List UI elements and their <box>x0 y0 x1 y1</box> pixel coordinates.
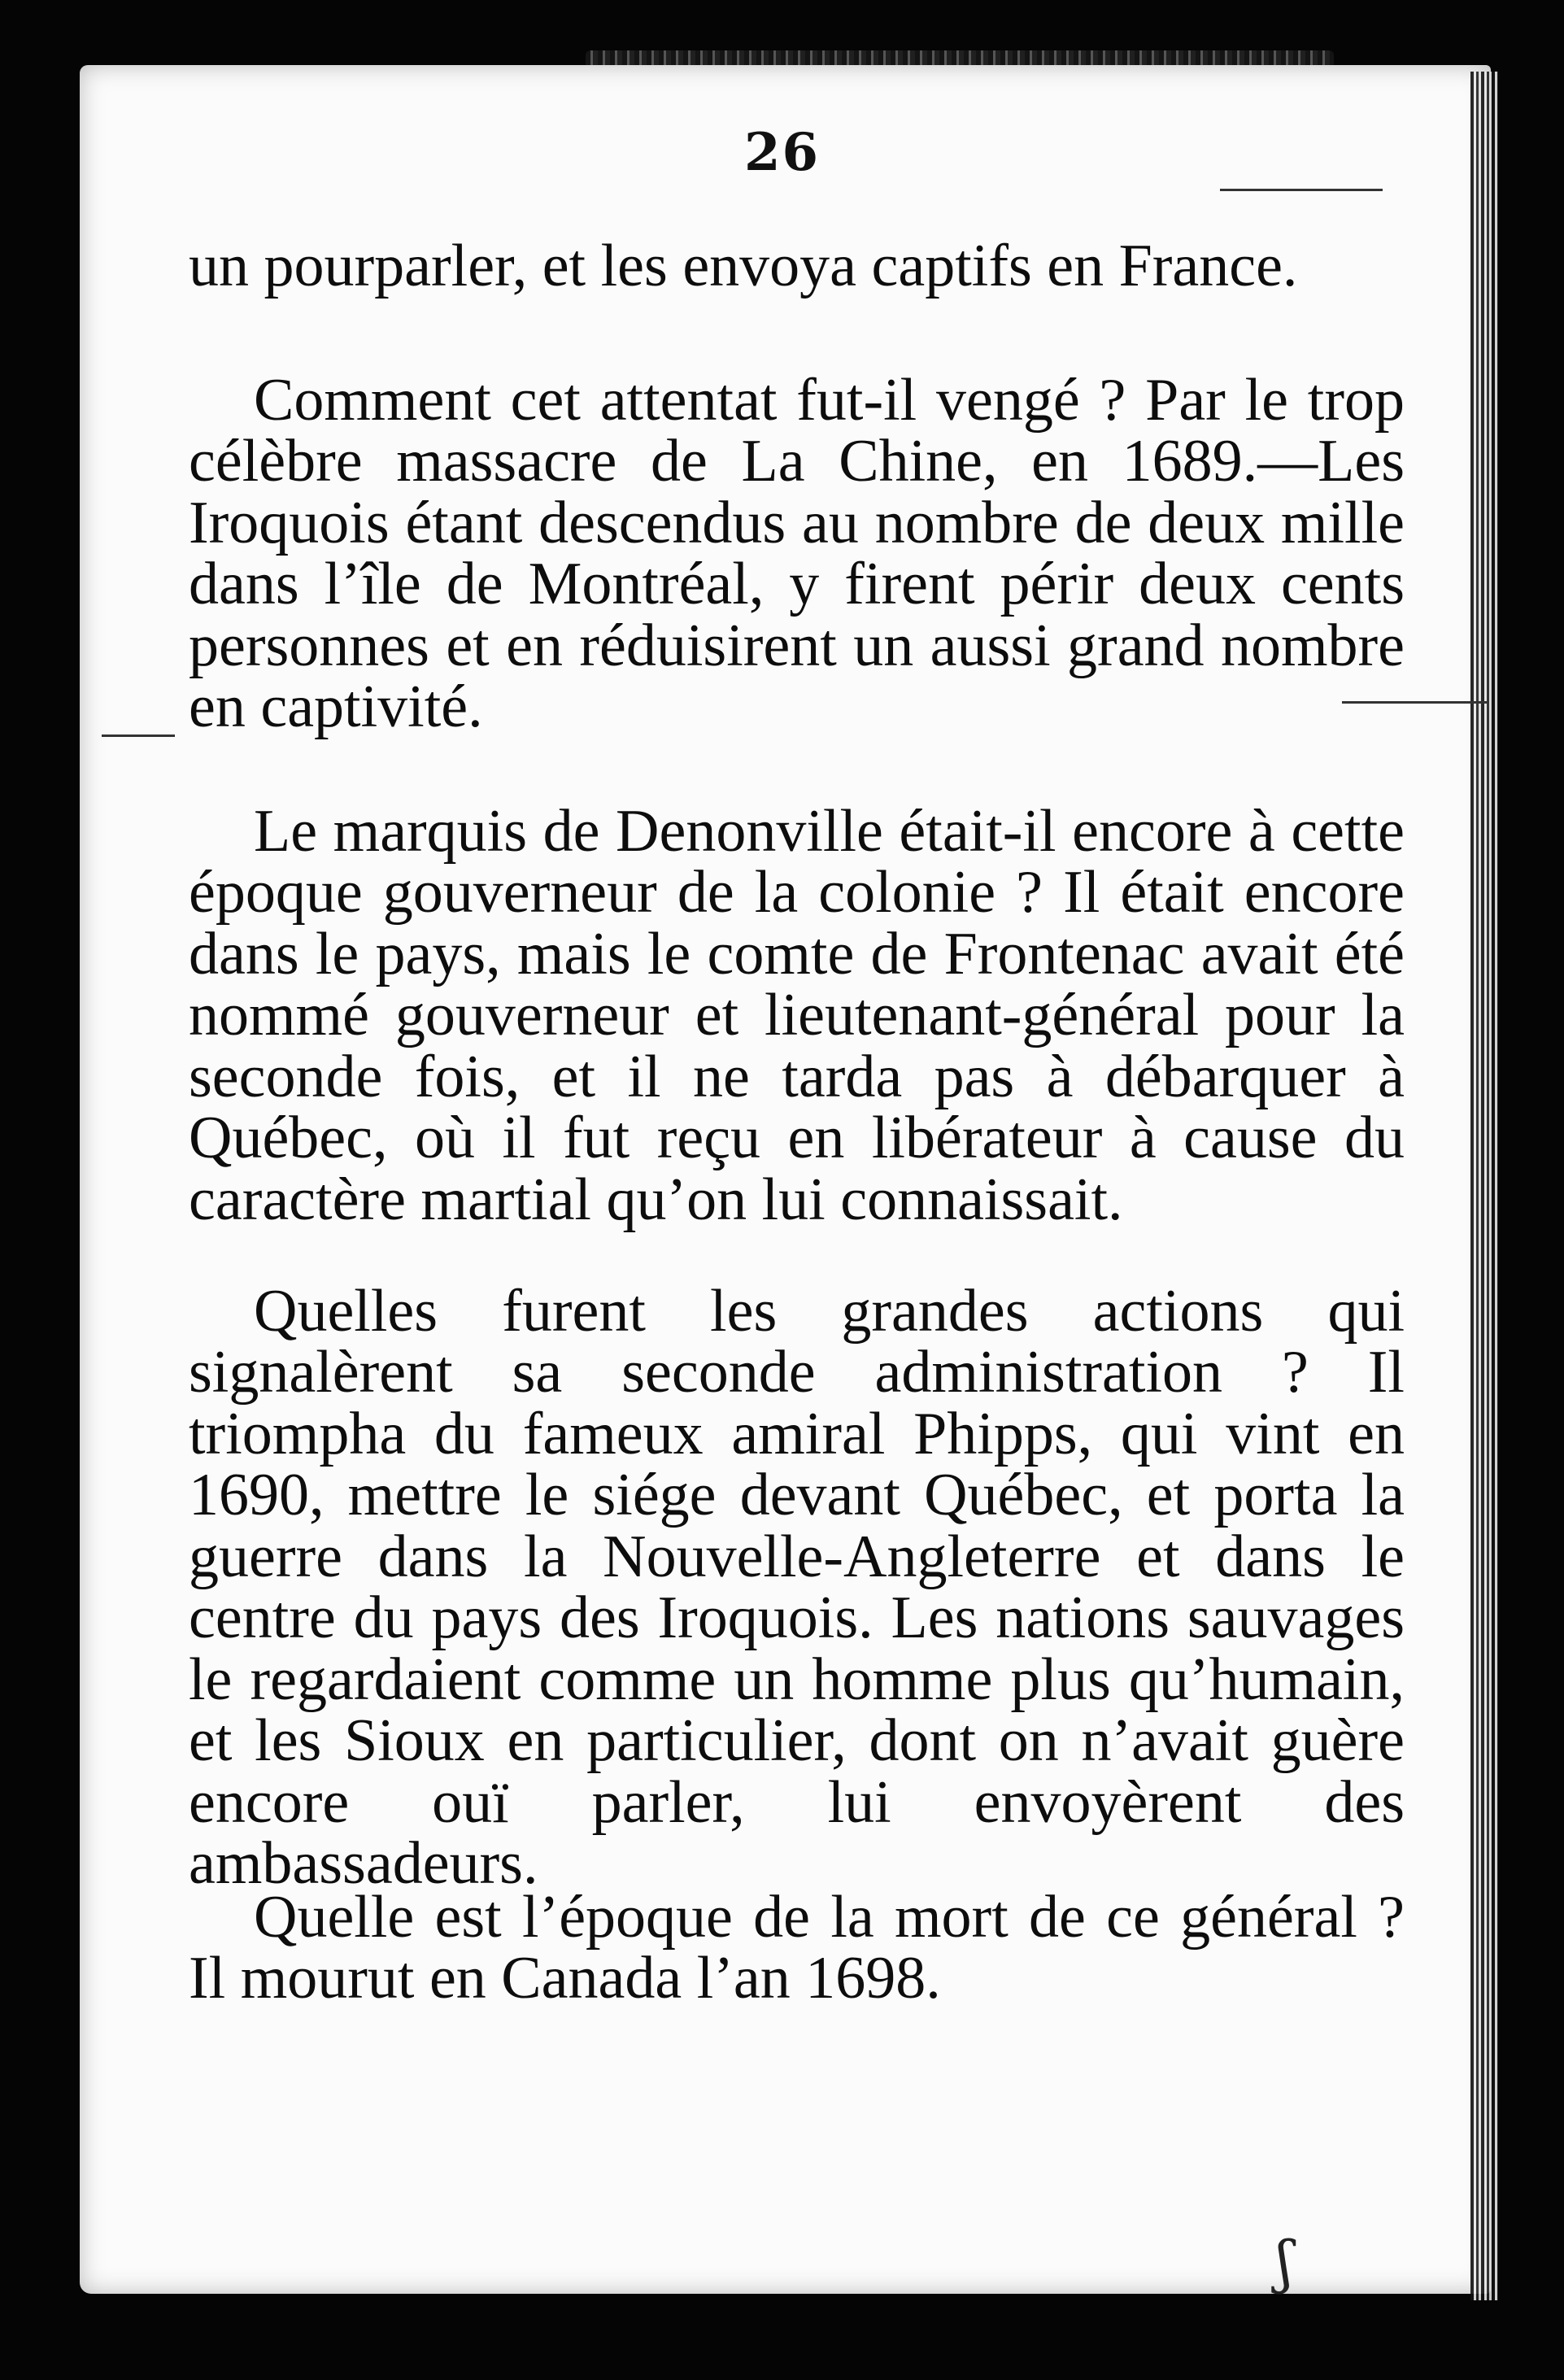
paragraph-question-3 <box>189 1278 1405 1898</box>
scan-artifact-mark: ʃ <box>1277 2229 1293 2295</box>
paragraph-text: Comment cet attentat fut-il vengé ? Par le trop célèbre massacre de La Chine, en 1689.—Les Iroquois étant descendus au nombre de deux mille dans l’île de Montréal, y firent périr deux cents personnes et en réduisirent un aussi grand nombre en captivité. <box>189 367 1405 741</box>
page-number: 26 <box>743 122 821 183</box>
paragraph-question-1 <box>189 367 1405 741</box>
paragraph-text: Le marquis de Denonville était-il encore à cette époque gouverneur de la colonie ? Il était encore dans le pays, mais le comte de Frontenac avait été nommé gouverneur et lieutenant-général pour la seconde fois, et il ne tarda pas à débarquer à Québec, où il fut reçu en libérateur à cause du caractère martial qu’on lui connaissait. <box>189 798 1405 1233</box>
paragraph-text: Quelles furent les grandes actions qui signalèrent sa seconde administration ? Il triompha du fameux amiral Phipps, qui vint en 1690, mettre le siége devant Québec, et porta la guerre dans la Nouvelle-Angleterre et dans le centre du pays des Iroquois. Les nations sauvages le regardaient comme un homme plus qu’humain, et les Sioux en particulier, dont on n’avait guère encore ouï parler, lui envoyèrent des ambassadeurs. <box>189 1278 1405 1898</box>
scan-artifact-line <box>102 734 175 737</box>
scan-artifact-line <box>1220 189 1383 191</box>
page-binding-edge <box>1470 72 1498 2300</box>
paragraph-continuation <box>189 233 1405 299</box>
scan-artifact-line <box>1342 701 1488 704</box>
paragraph-text: Quelle est l’époque de la mort de ce général ? Il mourut en Canada l’an 1698. <box>189 1884 1405 2012</box>
paragraph-question-2 <box>189 798 1405 1233</box>
paragraph-question-4 <box>189 1884 1405 2012</box>
paragraph-text: un pourparler, et les envoya captifs en France. <box>189 233 1298 299</box>
